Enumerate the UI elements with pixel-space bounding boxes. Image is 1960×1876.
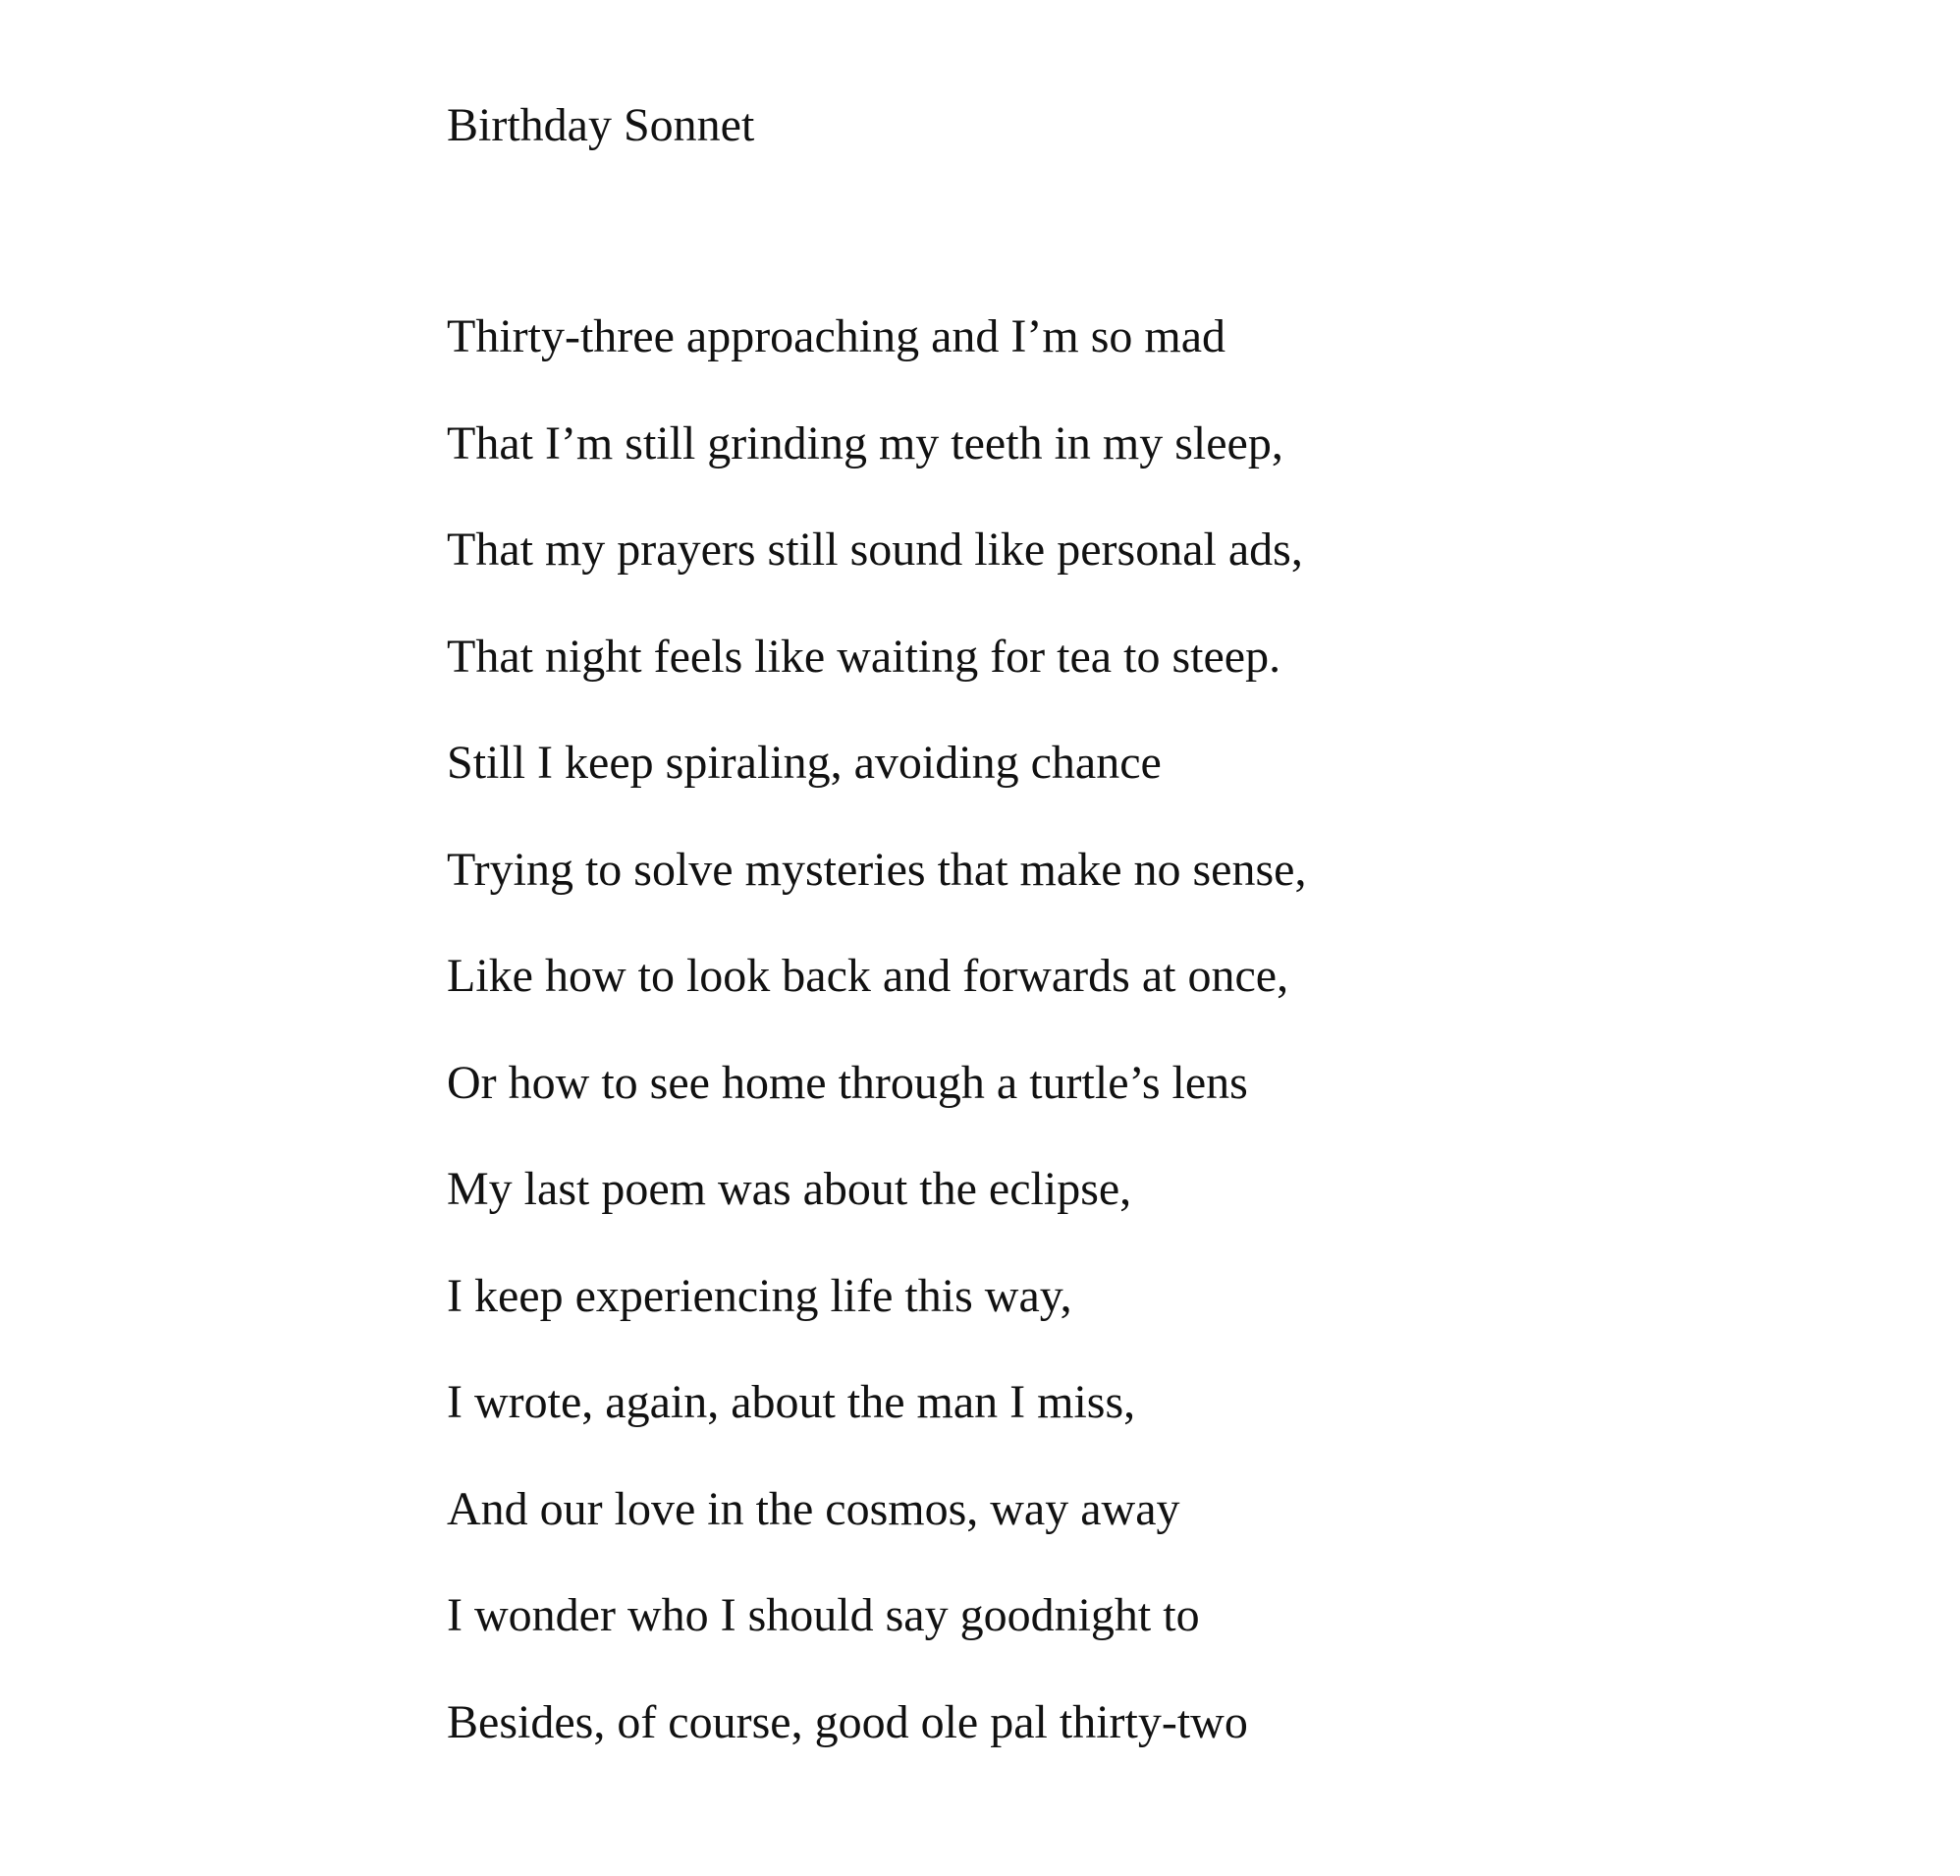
poem-line: That night feels like waiting for tea to steep. (447, 630, 1281, 683)
poem-line: Trying to solve mysteries that make no sense, (447, 843, 1307, 896)
poem-line: Like how to look back and forwards at once, (447, 950, 1289, 1002)
poem-line: My last poem was about the eclipse, (447, 1163, 1132, 1215)
poem-body (447, 309, 1306, 1801)
poem-line: That I’m still grinding my teeth in my sleep, (447, 416, 1283, 469)
poem-line: Or how to see home through a turtle’s lens (447, 1056, 1248, 1109)
poem-line: And our love in the cosmos, way away (447, 1482, 1180, 1535)
poem-line: I wonder who I should say goodnight to (447, 1589, 1200, 1641)
poem-line: Besides, of course, good ole pal thirty-two (447, 1695, 1248, 1748)
poem-line: I keep experiencing life this way, (447, 1269, 1072, 1322)
poem-line: That my prayers still sound like personal ads, (447, 524, 1303, 576)
poem-line: Still I keep spiraling, avoiding chance (447, 737, 1162, 789)
poem-title: Birthday Sonnet (447, 99, 755, 151)
poem-line: I wrote, again, about the man I miss, (447, 1376, 1136, 1428)
poem-line: Thirty-three approaching and I’m so mad (447, 310, 1226, 362)
